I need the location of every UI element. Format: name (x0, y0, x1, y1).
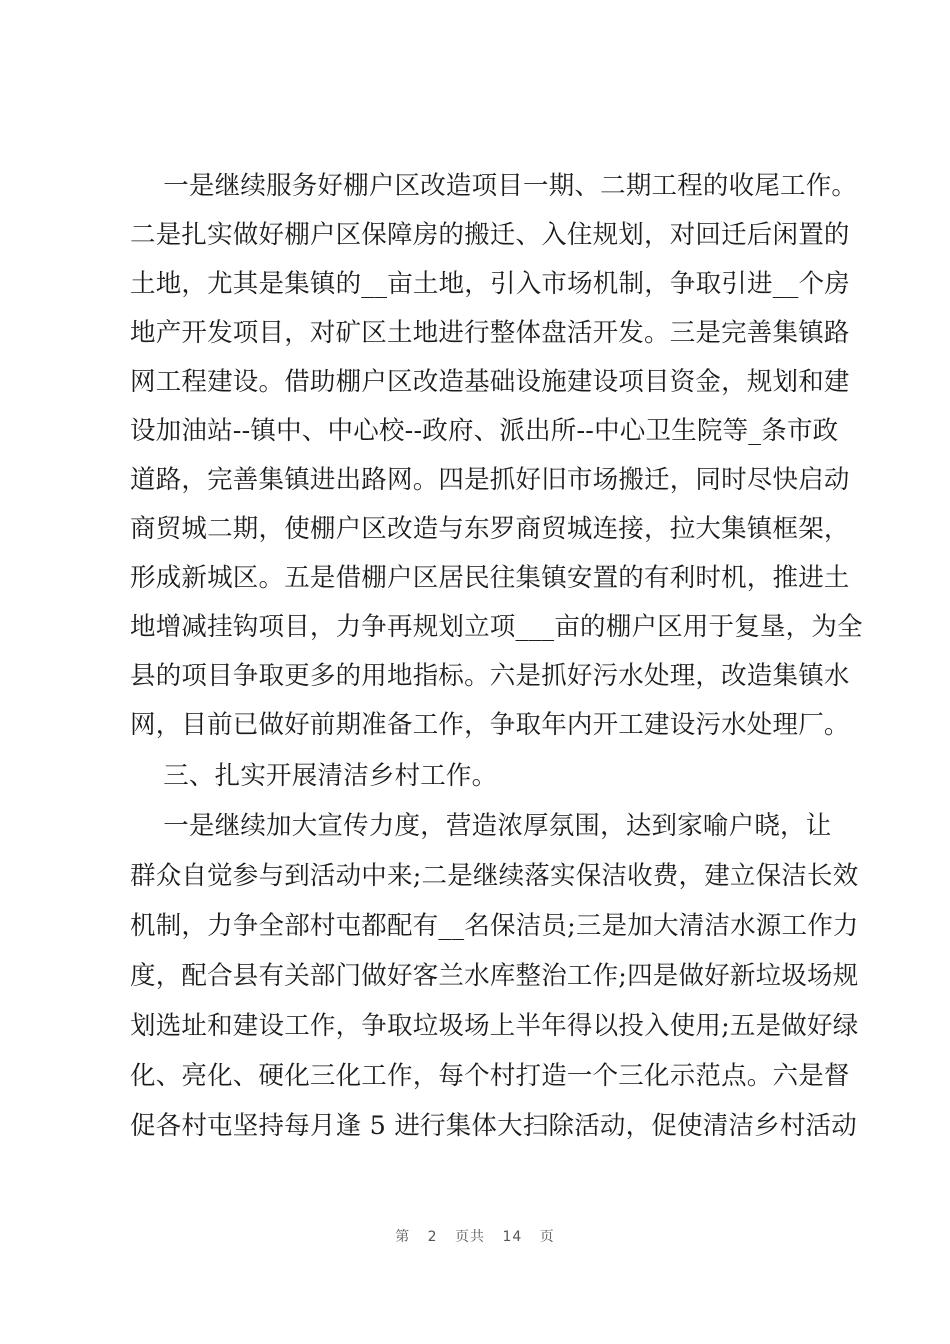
footer-total-pages: 14 (502, 1229, 523, 1245)
text-line: 机制，力争全部村屯都配有__名保洁员;三是加大清洁水源工作力 (130, 911, 859, 941)
page-footer (0, 1226, 950, 1246)
text-line: 商贸城二期，使棚户区改造与东罗商贸城连接，拉大集镇框架， (130, 514, 850, 544)
text-line: 群众自觉参与到活动中来;二是继续落实保洁收费，建立保洁长效 (130, 861, 859, 891)
text-line: 促各村屯坚持每月逢 5 进行集体大扫除活动，促使清洁乡村活动 (130, 1111, 857, 1141)
text-line: 地产开发项目，对矿区土地进行整体盘活开发。三是完善集镇路 (130, 318, 850, 348)
footer-suffix: 页 (539, 1229, 555, 1245)
text-line: 一是继续服务好棚户区改造项目一期、二期工程的收尾工作。 (130, 171, 858, 201)
footer-middle: 页共 (455, 1229, 486, 1245)
text-line: 度，配合县有关部门做好客兰水库整治工作;四是做好新垃圾场规 (130, 961, 859, 991)
text-line: 土地，尤其是集镇的__亩土地，引入市场机制，争取引进__个房 (130, 269, 851, 299)
footer-page-number: 2 (427, 1229, 438, 1245)
footer-prefix: 第 (395, 1229, 411, 1245)
text-line: 网，目前已做好前期准备工作，争取年内开工建设污水处理厂。 (130, 710, 850, 740)
text-line: 化、亮化、硬化三化工作，每个村打造一个三化示范点。六是督 (130, 1061, 850, 1091)
section-heading: 三、扎实开展清洁乡村工作。 (130, 761, 498, 791)
text-line: 道路，完善集镇进出路网。四是抓好旧市场搬迁，同时尽快启动 (130, 465, 850, 495)
text-line: 形成新城区。五是借棚户区居民往集镇安置的有利时机，推进土 (130, 563, 850, 593)
text-line: 县的项目争取更多的用地指标。六是抓好污水处理，改造集镇水 (130, 661, 850, 691)
text-line: 划选址和建设工作，争取垃圾场上半年得以投入使用;五是做好绿 (130, 1011, 859, 1041)
text-line: 地增减挂钩项目，力争再规划立项___亩的棚户区用于复垦，为全 (130, 612, 863, 642)
text-line: 二是扎实做好棚户区保障房的搬迁、入住规划，对回迁后闲置的 (130, 220, 850, 250)
text-line: 一是继续加大宣传力度，营造浓厚氛围，达到家喻户晓，让 (130, 811, 832, 841)
text-line: 网工程建设。借助棚户区改造基础设施建设项目资金，规划和建 (130, 367, 850, 397)
text-line: 设加油站--镇中、中心校--政府、派出所--中心卫生院等_条市政 (130, 416, 839, 446)
